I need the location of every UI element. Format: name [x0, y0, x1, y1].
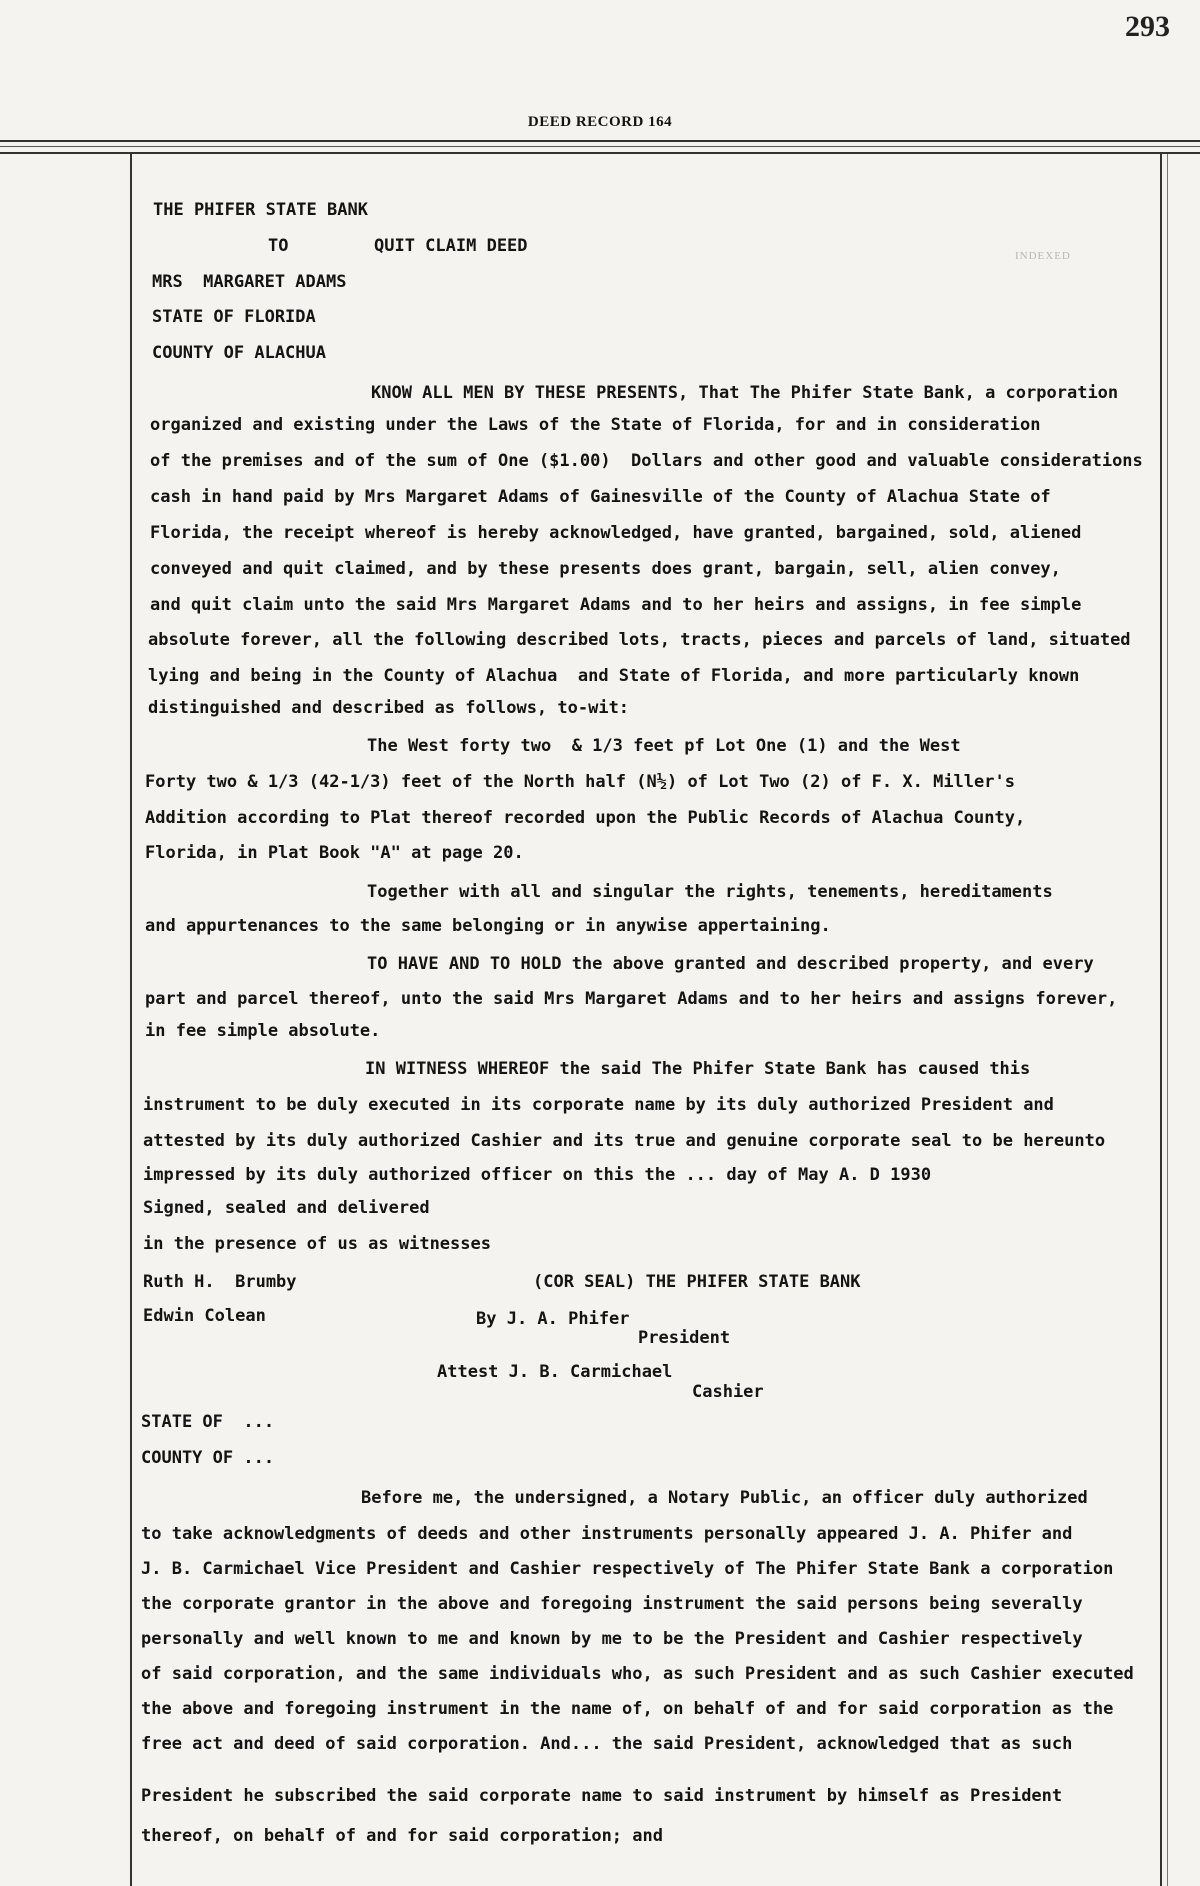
acknowledgment-line: to take acknowledgments of deeds and other instruments personally appeared J. A. Phifer and [141, 1524, 1073, 1544]
witness-name: Ruth H. Brumby [143, 1272, 297, 1292]
grantor-name: THE PHIFER STATE BANK [153, 200, 368, 220]
legal-description-line: The West forty two & 1/3 feet pf Lot One (1) and the West [367, 736, 961, 756]
header-rule-bottom [0, 152, 1200, 154]
corporate-seal-line: (COR SEAL) THE PHIFER STATE BANK [533, 1272, 861, 1292]
president-signature: By J. A. Phifer [476, 1309, 630, 1329]
acknowledgment-line: Before me, the undersigned, a Notary Public, an officer duly authorized [361, 1488, 1088, 1508]
acknowledgment-line: the above and foregoing instrument in the name of, on behalf of and for said corporation as the [141, 1699, 1114, 1719]
witness-name: Edwin Colean [143, 1306, 266, 1326]
president-title: President [638, 1328, 731, 1348]
signed-sealed-line: Signed, sealed and delivered [143, 1198, 430, 1218]
deed-text-line: and quit claim unto the said Mrs Margaret Adams and to her heirs and assigns, in fee simple [150, 595, 1082, 615]
legal-description-line: Florida, in Plat Book "A" at page 20. [145, 843, 524, 863]
witness-clause-line: attested by its duly authorized Cashier and its true and genuine corporate seal to be hereunto [143, 1131, 1106, 1151]
deed-text-line: conveyed and quit claimed, and by these presents does grant, bargain, sell, alien convey, [150, 559, 1061, 579]
record-header: DEED RECORD 164 [527, 114, 673, 130]
habendum-line: TO HAVE AND TO HOLD the above granted and described property, and every [367, 954, 1094, 974]
deed-text-line: Florida, the receipt whereof is hereby acknowledged, have granted, bargained, sold, aliened [150, 523, 1082, 543]
page-number: 293 [1125, 10, 1170, 43]
deed-text-line: lying and being in the County of Alachua and State of Florida, and more particularly known [148, 666, 1080, 686]
deed-text-line: of the premises and of the sum of One ($1.00) Dollars and other good and valuable considerations [150, 451, 1143, 471]
acknowledgment-line: the corporate grantor in the above and foregoing instrument the said persons being severally [141, 1594, 1083, 1614]
deed-text-line: cash in hand paid by Mrs Margaret Adams of Gainesville of the County of Alachua State of [150, 487, 1051, 507]
acknowledgment-line: President he subscribed the said corporate name to said instrument by himself as President [141, 1786, 1063, 1806]
habendum-line: part and parcel thereof, unto the said Mrs Margaret Adams and to her heirs and assigns forever, [145, 989, 1118, 1009]
legal-description-line: Forty two & 1/3 (42-1/3) feet of the North half (N½) of Lot Two (2) of F. X. Miller's [145, 772, 1015, 792]
habendum-line: in fee simple absolute. [145, 1021, 381, 1041]
to-label: TO [268, 236, 289, 256]
deed-text-line: organized and existing under the Laws of the State of Florida, for and in consideration [150, 415, 1041, 435]
deed-text-line: Together with all and singular the rights, tenements, hereditaments [367, 882, 1053, 902]
header-rule-top [0, 140, 1200, 142]
witness-clause-line: IN WITNESS WHEREOF the said The Phifer State Bank has caused this [365, 1059, 1031, 1079]
deed-text-line: absolute forever, all the following described lots, tracts, pieces and parcels of land, situated [148, 630, 1131, 650]
ack-county-line: COUNTY OF ... [141, 1448, 275, 1468]
right-margin-rule [1160, 154, 1162, 1886]
attest-signature: Attest J. B. Carmichael [437, 1362, 673, 1382]
cashier-title: Cashier [692, 1382, 764, 1402]
county-line: COUNTY OF ALACHUA [152, 343, 326, 363]
instrument-type: QUIT CLAIM DEED [374, 236, 528, 256]
deed-text-line: distinguished and described as follows, to-wit: [148, 698, 630, 718]
grantee-name: MRS MARGARET ADAMS [152, 272, 347, 292]
acknowledgment-line: personally and well known to me and known by me to be the President and Cashier respectively [141, 1629, 1083, 1649]
right-margin-rule-inner [1167, 154, 1168, 1886]
legal-description-line: Addition according to Plat thereof recorded upon the Public Records of Alachua County, [145, 808, 1026, 828]
acknowledgment-line: J. B. Carmichael Vice President and Cashier respectively of The Phifer State Bank a corporation [141, 1559, 1114, 1579]
deed-text-line: KNOW ALL MEN BY THESE PRESENTS, That The Phifer State Bank, a corporation [371, 383, 1119, 403]
left-margin-rule [130, 154, 132, 1886]
indexed-stamp: INDEXED [1015, 250, 1071, 262]
witness-clause-line: impressed by its duly authorized officer on this the ... day of May A. D 1930 [143, 1165, 932, 1185]
header-rule-middle [0, 146, 1200, 147]
state-line: STATE OF FLORIDA [152, 307, 316, 327]
witness-clause-line: instrument to be duly executed in its corporate name by its duly authorized President and [143, 1095, 1054, 1115]
presence-line: in the presence of us as witnesses [143, 1234, 491, 1254]
acknowledgment-line: free act and deed of said corporation. And... the said President, acknowledged that as such [141, 1734, 1073, 1754]
acknowledgment-line: of said corporation, and the same individuals who, as such President and as such Cashier executed [141, 1664, 1134, 1684]
acknowledgment-line: thereof, on behalf of and for said corporation; and [141, 1826, 663, 1846]
deed-text-line: and appurtenances to the same belonging or in anywise appertaining. [145, 916, 831, 936]
ack-state-line: STATE OF ... [141, 1412, 275, 1432]
